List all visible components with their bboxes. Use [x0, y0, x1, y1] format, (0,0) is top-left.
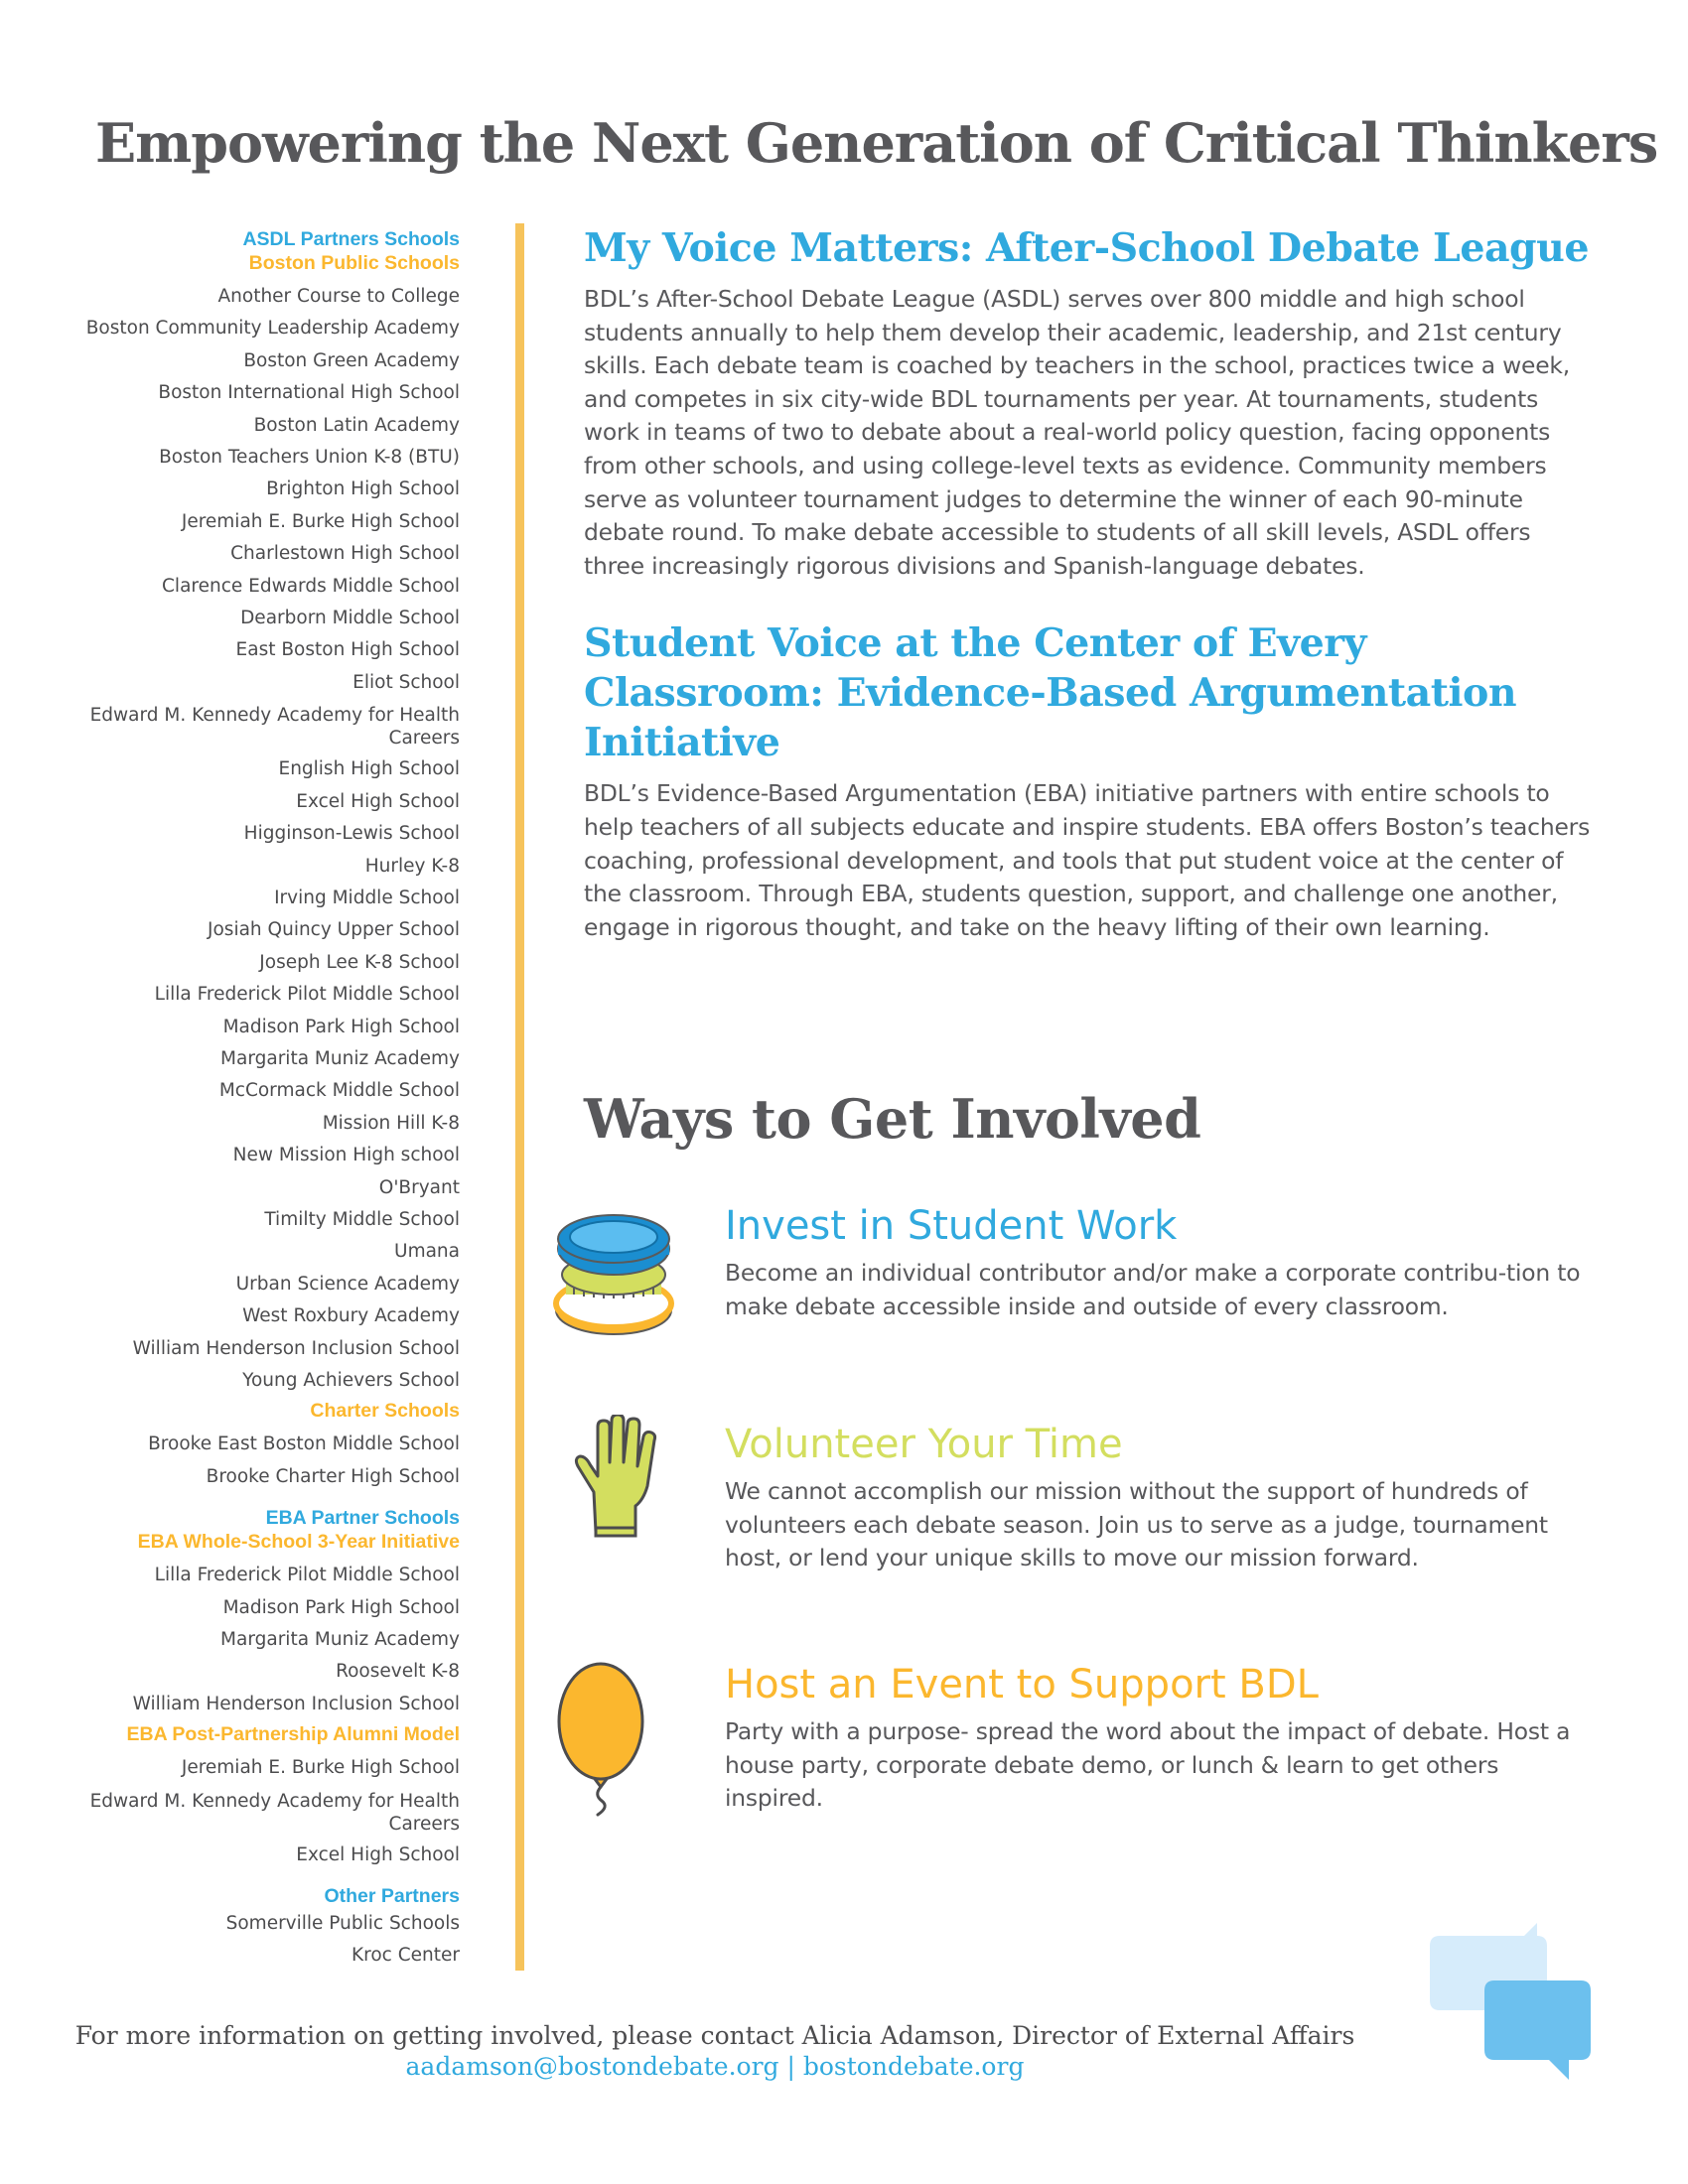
- school-list-item: Margarita Muniz Academy: [220, 1047, 460, 1069]
- school-list-item: O'Bryant: [378, 1176, 460, 1198]
- balloon-icon: [544, 1660, 693, 1843]
- charter-school-list: [79, 1429, 460, 1493]
- asdl-partners: [79, 228, 460, 1493]
- school-list-item: Lilla Frederick Pilot Middle School: [154, 984, 460, 1006]
- school-list-item: Boston Teachers Union K-8 (BTU): [159, 447, 460, 469]
- school-list-item: Edward M. Kennedy Academy for Health Careers: [89, 705, 460, 750]
- school-list-item: Mission Hill K-8: [322, 1112, 460, 1134]
- school-list-item: Edward M. Kennedy Academy for Health Careers: [89, 1790, 460, 1835]
- invest-item: [544, 1201, 1617, 1400]
- school-list-item: Boston Green Academy: [243, 349, 460, 371]
- school-list-item: Boston Latin Academy: [253, 414, 460, 436]
- school-list-item: Joseph Lee K-8 School: [259, 951, 460, 973]
- school-list-item: East Boston High School: [235, 639, 460, 661]
- school-list-item: Roosevelt K-8: [336, 1661, 460, 1683]
- main-content: [584, 223, 1597, 980]
- school-list-item: Boston Community Leadership Academy: [85, 318, 460, 340]
- eba-alumni-list: [79, 1752, 460, 1871]
- school-list-item: English High School: [278, 758, 460, 780]
- school-list-item: Kroc Center: [352, 1945, 460, 1967]
- school-list-item: Madison Park High School: [222, 1016, 460, 1037]
- school-list-item: Lilla Frederick Pilot Middle School: [154, 1565, 460, 1586]
- other-partners: [79, 1885, 460, 1973]
- school-list-item: Brooke East Boston Middle School: [148, 1433, 460, 1455]
- other-partners-list: [79, 1908, 460, 1973]
- footer-links: [0, 2052, 1430, 2081]
- invest-title: Invest in Student Work: [725, 1203, 1178, 1249]
- school-list-item: Somerville Public Schools: [225, 1913, 460, 1935]
- eba-whole-school-heading: EBA Whole-School 3-Year Initiative: [137, 1531, 460, 1554]
- eba-partners-heading: EBA Partner Schools: [265, 1507, 460, 1530]
- coins-icon: [544, 1201, 693, 1354]
- asdl-section-body: BDL’s After-School Debate League (ASDL) serves over 800 middle and high school students annually to help them develop their academic, leadership, and 21st century skills. Each debate team is coached by teachers in the school, practices twice a week, and competes in six city-wide BDL tournaments per year. At tournaments, students work in teams of two to debate about a real-world policy question, facing opponents from other schools, and using college-level texts as evidence. Community members serve as volunteer tournament judges to determine the winner of each 90-minute debate round. To make debate accessible to students of all skill levels, ASDL offers three increasingly rigorous divisions and Spanish-language debates.: [584, 285, 1570, 580]
- partner-schools-sidebar: [79, 228, 460, 1986]
- school-list-item: Boston International High School: [158, 382, 460, 404]
- speech-bubbles-icon: [1420, 1921, 1599, 2104]
- school-list-item: Irving Middle School: [274, 887, 460, 908]
- school-list-item: Dearborn Middle School: [240, 608, 460, 629]
- asdl-section-heading: My Voice Matters: After-School Debate League: [584, 225, 1590, 271]
- footer: [0, 2021, 1430, 2081]
- school-list-item: Another Course to College: [217, 286, 460, 307]
- school-list-item: Josiah Quincy Upper School: [208, 919, 460, 941]
- school-list-item: Brighton High School: [266, 478, 460, 500]
- eba-whole-school-list: [79, 1560, 460, 1720]
- ways-heading: Ways to Get Involved: [584, 1087, 1201, 1151]
- invest-text: Become an individual contributor and/or make a corporate contribu-tion to make debate accessible inside and outside of every classroom.: [725, 1259, 1581, 1320]
- footer-contact: For more information on getting involved, please contact Alicia Adamson, Director of External Affairs: [74, 2021, 1355, 2050]
- school-list-item: Jeremiah E. Burke High School: [181, 510, 460, 532]
- charter-heading: Charter Schools: [310, 1400, 460, 1423]
- school-list-item: Umana: [394, 1241, 460, 1263]
- page-title: Empowering the Next Generation of Critical Thinkers: [95, 111, 1658, 175]
- school-list-item: Hurley K-8: [364, 855, 460, 877]
- school-list-item: Charlestown High School: [230, 543, 460, 565]
- volunteer-text: We cannot accomplish our mission without the support of hundreds of volunteers each debate season. Join us to serve as a judge, tournament host, or lend your unique skills to move our mission forward.: [725, 1477, 1548, 1572]
- eba-partners: [79, 1507, 460, 1871]
- footer-separator: |: [778, 2052, 803, 2081]
- column-divider: [515, 223, 524, 1971]
- school-list-item: Madison Park High School: [222, 1596, 460, 1618]
- school-list-item: Eliot School: [352, 671, 460, 693]
- bps-school-list: [79, 281, 460, 1397]
- host-event-title: Host an Event to Support BDL: [725, 1662, 1319, 1707]
- raised-hand-icon: [544, 1415, 693, 1568]
- school-list-item: West Roxbury Academy: [242, 1305, 460, 1327]
- footer-email-link[interactable]: aadamson@bostondebate.org: [405, 2052, 779, 2081]
- school-list-item: New Mission High school: [232, 1145, 460, 1166]
- school-list-item: William Henderson Inclusion School: [132, 1693, 460, 1714]
- school-list-item: Excel High School: [296, 790, 460, 812]
- asdl-partners-heading: ASDL Partners Schools: [242, 228, 460, 250]
- school-list-item: Urban Science Academy: [235, 1273, 460, 1295]
- school-list-item: Timilty Middle School: [264, 1208, 460, 1230]
- school-list-item: McCormack Middle School: [218, 1080, 460, 1102]
- school-list-item: Higginson-Lewis School: [243, 823, 460, 845]
- host-event-item: [544, 1660, 1617, 1858]
- volunteer-item: [544, 1415, 1617, 1613]
- school-list-item: Margarita Muniz Academy: [220, 1629, 460, 1651]
- host-event-text: Party with a purpose- spread the word about the impact of debate. Host a house party, corporate debate demo, or lunch & learn to get others inspired.: [725, 1717, 1571, 1813]
- school-list-item: Young Achievers School: [242, 1370, 460, 1391]
- other-partners-heading: Other Partners: [324, 1885, 460, 1908]
- volunteer-title: Volunteer Your Time: [725, 1422, 1123, 1467]
- eba-section-heading: Student Voice at the Center of Every Classroom: Evidence-Based Argumentation Initiative: [584, 620, 1517, 766]
- school-list-item: Brooke Charter High School: [206, 1465, 460, 1487]
- eba-alumni-heading: EBA Post-Partnership Alumni Model: [126, 1723, 460, 1746]
- school-list-item: Excel High School: [296, 1843, 460, 1865]
- footer-website-link[interactable]: bostondebate.org: [802, 2052, 1025, 2081]
- eba-section-body: BDL’s Evidence-Based Argumentation (EBA) initiative partners with entire schools to help teachers of all subjects educate and inspire students. EBA offers Boston’s teachers coaching, professional development, and tools that put student voice at the center of the classroom. Through EBA, students question, support, and challenge one another, engage in rigorous thought, and take on the heavy lifting of their own learning.: [584, 779, 1591, 941]
- school-list-item: Jeremiah E. Burke High School: [181, 1757, 460, 1779]
- school-list-item: William Henderson Inclusion School: [132, 1337, 460, 1359]
- school-list-item: Clarence Edwards Middle School: [162, 575, 460, 597]
- bps-heading: Boston Public Schools: [248, 252, 460, 274]
